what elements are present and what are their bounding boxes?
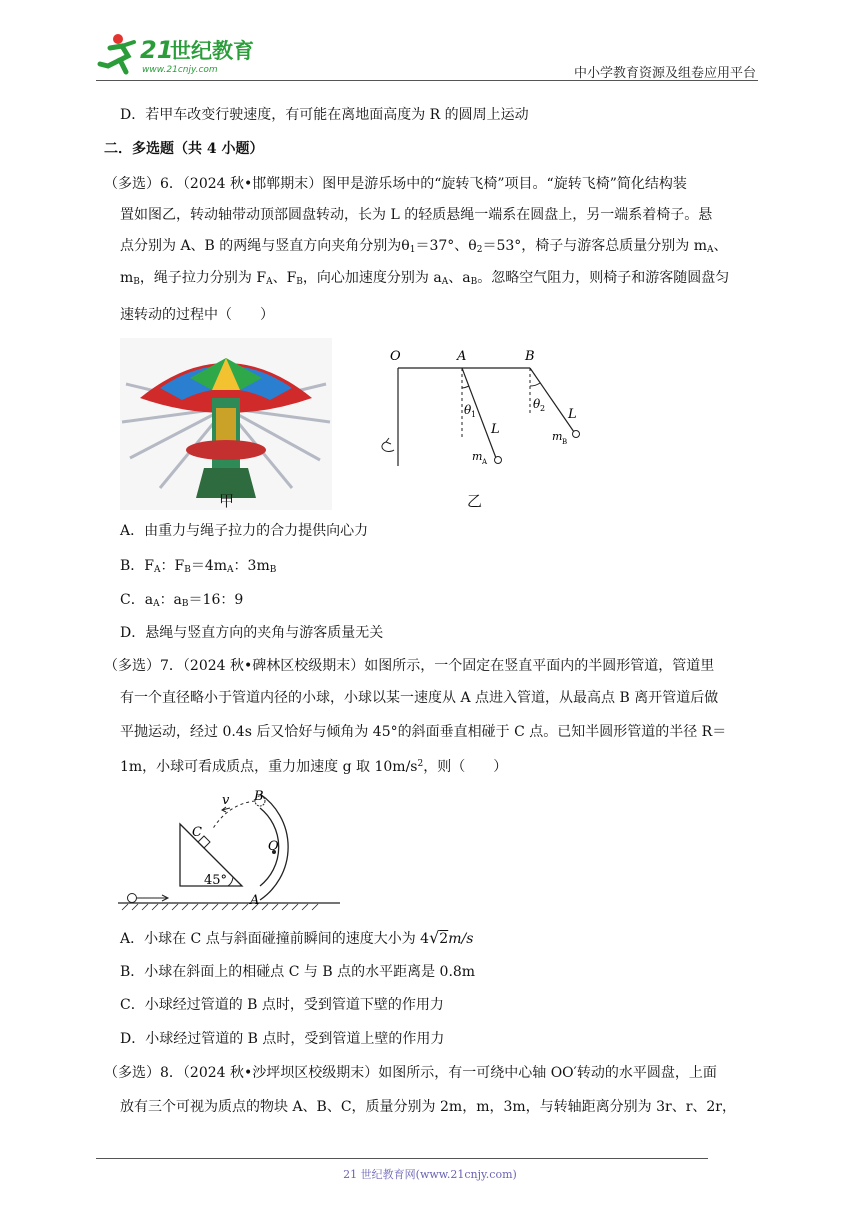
q6-line-5: 速转动的过程中（ ） (120, 307, 274, 323)
section-heading: 二．多选题（共 4 小题） (104, 141, 264, 157)
q7-option-b: B．小球在斜面上的相碰点 C 与 B 点的水平距离是 0.8m (120, 964, 476, 980)
q8-line-2: 放有三个可视为质点的物块 A、B、C，质量分别为 2m，m，3m，与转轴距离分别为 3r、r、2r， (120, 1099, 736, 1115)
pipe-incline-diagram (118, 790, 340, 912)
runner-icon (100, 34, 134, 72)
label-v: v (222, 793, 230, 808)
label-l-b: L (568, 407, 577, 422)
footer-link[interactable]: 21 世纪教育网(www.21cnjy.com) (343, 1168, 517, 1181)
footer-divider (96, 1158, 708, 1159)
label-theta2: θ (533, 397, 541, 411)
logo (96, 30, 266, 80)
q7-line-3: 平抛运动，经过 0.4s 后又恰好与倾角为 45°的斜面垂直相碰于 C 点。已知半圆形管道的半径 R＝ (120, 724, 727, 740)
logo-url: www.21cnjy.com (142, 65, 218, 75)
q6-line-2: 置如图乙，转动轴带动顶部圆盘转动，长为 L 的轻质悬绳一端系在圆盘上，另一端系着椅子。悬 (120, 207, 713, 223)
q6-option-b: B．$F_A$：$F_B=4m_A$：$3m_B$ (120, 558, 277, 575)
header-divider (96, 80, 758, 81)
q7-line-2: 有一个直径略小于管道内径的小球，小球以某一速度从 A 点进入管道，从最高点 B 离开管道后做 (120, 690, 719, 706)
q7-option-d: D．小球经过管道的 B 点时，受到管道上壁的作用力 (120, 1031, 445, 1047)
label-c: C (192, 825, 202, 840)
caption-yi: 乙 (467, 492, 483, 510)
platform-name: 中小学教育资源及组卷应用平台 (573, 66, 756, 81)
q6-option-c: C．$a_A$：$a_B=16$：9 (120, 592, 244, 609)
q6-option-a: A．由重力与绳子拉力的合力提供向心力 (120, 523, 369, 539)
q6-line-1: （多选）6．（2024 秋•邯郸期末）图甲是游乐场中的“旋转飞椅”项目。“旋转飞椅”简化结构装 (104, 176, 687, 192)
svg-text:2: 2 (540, 404, 546, 413)
logo-text: 世纪教育 (170, 39, 254, 63)
q5-option-d: D．若甲车改变行驶速度，有可能在离地面高度为 R 的圆周上运动 (120, 107, 529, 123)
svg-text:A: A (482, 458, 488, 466)
swing-diagram (378, 338, 588, 510)
label-ma: m (472, 450, 483, 463)
label-mb: m (552, 430, 563, 443)
logo-number: 21 (140, 36, 174, 64)
q7-option-c: C．小球经过管道的 B 点时，受到管道下壁的作用力 (120, 997, 444, 1013)
caption-jia: 甲 (219, 492, 235, 510)
svg-text:B: B (562, 438, 568, 446)
label-angle: 45° (204, 873, 228, 888)
q6-line-3: 点分别为 A、B 的两绳与竖直方向夹角分别为$\theta_1=37^\circ$、$\theta_2=53^\circ$，椅子与游客总质量分别为 $m_A$、 (120, 238, 728, 255)
q7-option-a: A．小球在 C 点与斜面碰撞前瞬间的速度大小为 4√2m/s (120, 928, 474, 947)
q8-line-1: （多选）8．（2024 秋•沙坪坝区校级期末）如图所示，有一可绕中心轴 OO′转动的水平圆盘，上面 (104, 1065, 717, 1081)
label-o: O (268, 839, 279, 854)
svg-text:1: 1 (471, 410, 477, 419)
q6-option-d: D．悬绳与竖直方向的夹角与游客质量无关 (120, 625, 384, 641)
q6-line-4: $m_B$，绳子拉力分别为 $F_A$、$F_B$，向心加速度分别为 $a_A$、$a_B$。忽略空气阻力，则椅子和游客随圆盘匀 (120, 270, 730, 287)
label-theta1: θ (464, 403, 472, 417)
label-l-a: L (491, 422, 500, 437)
label-a: A (457, 349, 467, 364)
label-o: O (390, 349, 401, 364)
q7-line-1: （多选）7．（2024 秋•碑林区校级期末）如图所示，一个固定在竖直平面内的半圆形管道，管道里 (104, 658, 715, 674)
label-b: B (525, 349, 535, 364)
label-b: B (254, 790, 264, 804)
swing-ride-photo (120, 338, 332, 510)
label-a: A (250, 893, 260, 908)
q7-line-4: 1m，小球可看成质点，重力加速度 g 取 $10m/s^2$，则（ ） (120, 759, 508, 775)
